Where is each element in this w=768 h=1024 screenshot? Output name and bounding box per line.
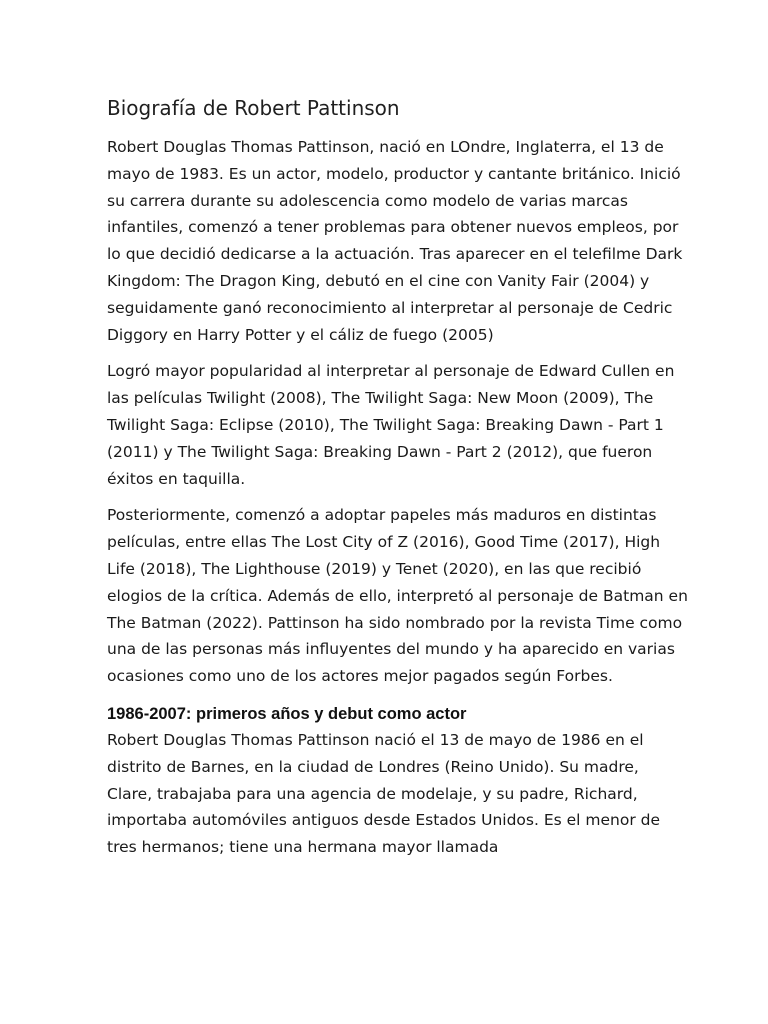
document-title: Biografía de Robert Pattinson [107, 96, 400, 120]
paragraph-early-years: Robert Douglas Thomas Pattinson nació el 13 de mayo de 1986 en el distrito de Barnes, en la ciudad de Londres (Reino Unido). Su madre, Clare, trabajaba para una agencia de modelaje, y su padre, Richard, importaba automóviles antiguos desde Estados Unidos. Es el menor de tres hermanos; tiene una hermana mayor llamada [107, 730, 661, 857]
paragraph-twilight: Logró mayor popularidad al interpretar al personaje de Edward Cullen en las películas Twilight (2008), The Twilight Saga: New Moon (2009), The Twilight Saga: Eclipse (2010), The Twilight Saga: Breaking Dawn - Part 1 (2011) y The Twilight Saga: Breaking Dawn - Part 2 (2012), que fueron éxitos en taquilla. [107, 362, 675, 488]
paragraph-later-career: Posteriormente, comenzó a adoptar papeles más maduros en distintas películas, entre ellas The Lost City of Z (2016), Good Time (2017), High Life (2018), The Lighthouse (2019) y Tenet (2020), en las que recibió elogios de la crítica. Además de ello, interpretó al personaje de Batman en The Batman (2022). Pattinson ha sido nombrado por la revista Time como una de las personas más influyentes del mundo y ha aparecido en varias ocasiones como uno de los actores mejor pagados según Forbes. [107, 506, 688, 686]
section-heading-early-years: 1986-2007: primeros años y debut como actor [107, 704, 467, 723]
paragraph-intro: Robert Douglas Thomas Pattinson, nació en LOndre, Inglaterra, el 13 de mayo de 1983. Es un actor, modelo, productor y cantante británico. Inició su carrera durante su adolescencia como modelo de varias marcas infantiles, comenzó a tener problemas para obtener nuevos empleos, por lo que decidió dedicarse a la actuación. Tras aparecer en el telefilme Dark Kingdom: The Dragon King, debutó en el cine con Vanity Fair (2004) y seguidamente ganó reconocimiento al interpretar al personaje de Cedric Diggory en Harry Potter y el cáliz de fuego (2005) [107, 138, 683, 344]
